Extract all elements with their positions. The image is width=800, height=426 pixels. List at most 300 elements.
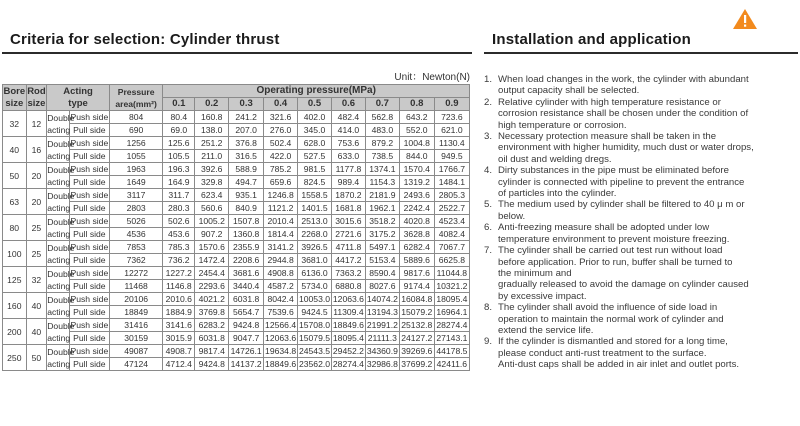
thrust-value-cell: 1154.3 [365,176,399,189]
bore-size-cell: 50 [3,163,27,189]
table-row [3,124,470,137]
thrust-value-cell: 453.6 [163,228,195,241]
thrust-value-cell: 879.2 [365,137,399,150]
thrust-value-cell: 164.9 [163,176,195,189]
thrust-value-cell: 1681.8 [331,202,365,215]
thrust-value-cell: 3141.6 [163,319,195,332]
thrust-value-cell: 18849.6 [265,359,297,369]
thrust-value-cell: 4711.8 [331,241,365,254]
thrust-value-cell: 482.4 [331,111,365,124]
thrust-value-cell: 69.0 [163,124,195,137]
thrust-value-cell: 2268.0 [298,228,332,241]
thrust-value-cell: 13194.3 [366,307,398,317]
thrust-value-cell: 3015.6 [331,215,365,228]
thrust-value-cell: 2454.4 [195,267,229,280]
thrust-value-cell: 6136.0 [298,267,332,280]
pressure-area-cell: 12272 [109,267,162,280]
thrust-value-cell: 6880.8 [331,280,365,293]
thrust-value-cell: 2355.9 [229,241,264,254]
table-row [3,189,470,202]
bore-size-cell: 250 [3,345,27,371]
thrust-value-cell: 9817.4 [195,345,229,358]
thrust-value-cell: 32986.8 [366,359,398,369]
table-row [3,111,470,124]
list-item-number: 2. [484,96,493,108]
table-row [3,241,470,254]
thrust-value-cell: 935.1 [229,189,264,202]
thrust-value-cell: 4908.8 [264,267,298,280]
thrust-value-cell: 723.6 [434,111,469,124]
thrust-value-cell: 321.6 [264,111,298,124]
thrust-value-cell: 1246.8 [264,189,298,202]
pressure-area-cell: 5026 [109,215,162,228]
thrust-value-cell: 18095.4 [434,293,469,306]
rod-size-header: Rod size [27,85,46,109]
pull-side-label: Pull side [69,280,109,293]
thrust-value-cell: 3681.0 [298,254,332,267]
pressure-col-header: 0.8 [399,98,434,111]
list-item-number: 1. [484,74,493,85]
push-side-label: Push side [70,294,109,304]
thrust-value-cell: 80.4 [163,111,195,124]
thrust-value-cell: 588.9 [229,163,264,176]
thrust-value-cell: 844.0 [399,150,434,163]
thrust-value-cell: 4523.4 [434,215,469,228]
thrust-value-cell: 3926.5 [298,241,332,254]
acting-type-cell: Double acting [47,216,75,239]
pressure-area-cell: 1963 [109,163,162,176]
thrust-value-cell: 633.0 [331,150,365,163]
thrust-value-cell: 28274.4 [434,319,469,332]
bore-size-cell: 80 [3,215,27,241]
thrust-value-cell: 402.0 [298,111,332,124]
thrust-value-cell: 276.0 [264,124,298,137]
list-item-text: Relative cylinder with high temperature resistance or corrosion resistance shall be chosen under the condition of high temperature or corrosion. [498,96,749,131]
thrust-value-cell: 15708.0 [298,320,331,330]
pressure-area-cell: 2803 [109,202,162,215]
thrust-value-cell: 28274.4 [332,359,364,369]
thrust-value-cell: 1177.8 [331,163,365,176]
pull-side-label: Pull side [69,332,109,345]
pull-side-label: Pull side [69,150,109,163]
list-item [484,199,798,222]
thrust-value-cell: 1319.2 [399,176,434,189]
thrust-value-cell: 3141.2 [264,241,298,254]
list-item-text: Dirty substances in the pipe must be eliminated before cylinder is connected with pipeline to prevent the entrance of particles into the cylinder. [498,165,745,200]
pressure-area-cell: 4536 [109,228,162,241]
thrust-value-cell: 11044.8 [434,267,469,280]
thrust-value-cell: 44178.5 [434,345,469,358]
thrust-value-cell: 311.7 [163,189,195,202]
title-divider [2,52,472,54]
list-item [484,245,798,302]
thrust-table [2,84,470,371]
pressure-col-header: 0.7 [365,98,399,111]
pressure-area-cell: 3117 [109,189,162,202]
bore-size-cell: 100 [3,241,27,267]
bore-size-cell: 160 [3,293,27,319]
thrust-value-cell: 414.0 [331,124,365,137]
thrust-value-cell: 785.2 [264,163,298,176]
thrust-value-cell: 241.2 [229,111,264,124]
thrust-value-cell: 9424.5 [298,306,332,319]
thrust-value-cell: 39269.6 [401,346,433,356]
push-side-label: Push side [70,112,109,122]
warning-icon [732,8,758,30]
bore-size-cell: 32 [3,111,27,137]
thrust-value-cell: 2513.0 [298,215,332,228]
list-item-number: 9. [484,336,493,348]
bore-size-cell: 200 [3,319,27,345]
thrust-value-cell: 2944.8 [264,254,298,267]
pressure-area-cell: 7853 [109,241,162,254]
thrust-value-cell: 907.2 [195,228,229,241]
thrust-value-cell: 19634.8 [265,346,297,356]
push-side-label: Push side [70,164,109,174]
thrust-value-cell: 207.0 [229,124,264,137]
thrust-value-cell: 7363.2 [331,267,365,280]
thrust-value-cell: 1558.5 [298,189,332,202]
thrust-value-cell: 1507.8 [229,215,264,228]
thrust-value-cell: 981.5 [298,163,332,176]
thrust-value-cell: 12566.4 [265,320,297,330]
thrust-value-cell: 42411.6 [434,358,469,371]
thrust-value-cell: 27143.1 [434,332,469,345]
thrust-value-cell: 16084.8 [401,294,433,304]
header-row-1 [3,85,470,98]
list-item [484,302,798,336]
thrust-value-cell: 1962.1 [365,202,399,215]
thrust-value-cell: 7067.7 [434,241,469,254]
pressure-area-cell: 31416 [109,319,162,332]
thrust-value-cell: 1005.2 [195,215,229,228]
acting-type-cell: Double acting [47,164,75,187]
list-item [484,131,798,165]
rod-size-cell: 40 [26,319,47,345]
rod-size-cell: 50 [26,345,47,371]
thrust-value-cell: 1146.8 [163,280,195,293]
bore-size-cell: 125 [3,267,27,293]
bore-size-cell: 40 [3,137,27,163]
thrust-value-cell: 502.4 [264,137,298,150]
list-item [484,97,798,131]
acting-type-cell: Double acting [47,138,75,161]
thrust-value-cell: 6031.8 [195,332,229,345]
list-item-number: 4. [484,165,493,177]
thrust-value-cell: 621.0 [434,124,469,137]
thrust-value-cell: 9424.8 [195,358,229,371]
list-item-text: The cylinder shall be carried out test run without load before application. Prior to run, buffer shall be turned to the minimum and gradually released to avoid the damage on cylinder caused by excessive impact. [498,245,749,302]
pressure-col-header: 0.2 [195,98,229,111]
push-side-label: Push side [70,242,109,252]
pressure-area-cell: 7362 [109,254,162,267]
pull-side-label: Pull side [69,228,109,241]
title-divider [484,52,798,54]
thrust-value-cell: 483.0 [365,124,399,137]
thrust-value-cell: 18849.6 [332,320,364,330]
thrust-value-cell: 4417.2 [331,254,365,267]
thrust-value-cell: 7539.6 [264,306,298,319]
thrust-value-cell: 34360.9 [366,346,398,356]
thrust-value-cell: 10053.0 [298,294,331,304]
pressure-col-header: 0.1 [163,98,195,111]
list-item-text: Anti-freezing measure shall be adopted under low temperature environment to prevent moisture freezing. [498,222,730,245]
table-row [3,150,470,163]
thrust-value-cell: 196.3 [163,163,195,176]
pressure-col-header: 0.9 [434,98,469,111]
pull-side-label: Pull side [69,254,109,267]
thrust-value-cell: 21111.3 [365,332,399,345]
table-row [3,306,470,319]
pressure-area-cell: 20106 [109,293,162,306]
pressure-area-cell: 1649 [109,176,162,189]
pressure-col-header: 0.4 [264,98,298,111]
rod-size-cell: 20 [26,163,47,189]
thrust-value-cell: 422.0 [264,150,298,163]
push-side-label: Push side [70,190,109,200]
thrust-value-cell: 4020.8 [399,215,434,228]
thrust-value-cell: 11309.4 [333,307,364,317]
acting-type-cell: Double acting [47,346,75,369]
pull-side-label: Pull side [69,358,109,371]
thrust-value-cell: 4587.2 [264,280,298,293]
pull-side-label: Pull side [69,202,109,215]
operating-pressure-header: Operating pressure(MPa) [163,85,470,98]
thrust-value-cell: 8042.4 [264,293,298,306]
push-side-label: Push side [70,346,109,356]
thrust-value-cell: 6031.8 [229,293,264,306]
thrust-value-cell: 211.0 [195,150,229,163]
thrust-value-cell: 16964.1 [434,306,469,319]
thrust-value-cell: 9047.7 [229,332,264,345]
thrust-section-title: Criteria for selection: Cylinder thrust [10,31,280,48]
rod-size-cell: 40 [26,293,47,319]
pull-side-label: Pull side [69,176,109,189]
pressure-area-cell: 1055 [109,150,162,163]
thrust-value-cell: 251.2 [195,137,229,150]
thrust-value-cell: 562.8 [365,111,399,124]
thrust-value-cell: 1121.2 [264,202,298,215]
thrust-value-cell: 2242.4 [399,202,434,215]
pressure-area-cell: 30159 [109,332,162,345]
push-side-label: Push side [70,320,109,330]
thrust-value-cell: 840.9 [229,202,264,215]
thrust-value-cell: 2010.6 [163,293,195,306]
thrust-value-cell: 2208.6 [229,254,264,267]
thrust-value-cell: 3628.8 [399,228,434,241]
thrust-value-cell: 160.8 [195,111,229,124]
thrust-value-cell: 316.5 [229,150,264,163]
thrust-value-cell: 14137.2 [230,359,262,369]
thrust-value-cell: 2805.3 [434,189,469,202]
thrust-value-cell: 2522.7 [434,202,469,215]
thrust-value-cell: 37699.2 [401,359,433,369]
list-item-number: 6. [484,222,493,234]
thrust-value-cell: 9817.6 [399,267,434,280]
list-item-number: 5. [484,199,493,211]
thrust-value-cell: 105.5 [163,150,195,163]
thrust-value-cell: 18095.4 [332,333,364,343]
thrust-value-cell: 4082.4 [434,228,469,241]
rod-size-cell: 25 [26,241,47,267]
table-row [3,358,470,371]
thrust-value-cell: 1360.8 [229,228,264,241]
thrust-value-cell: 24543.5 [298,346,331,356]
thrust-value-cell: 6283.2 [195,319,229,332]
thrust-value-cell: 1004.8 [399,137,434,150]
list-item [484,336,798,359]
thrust-value-cell: 3681.6 [229,267,264,280]
thrust-value-cell: 2493.6 [399,189,434,202]
table-row [3,345,470,358]
acting-type-cell: Double acting [47,112,75,135]
thrust-value-cell: 25132.8 [401,320,433,330]
acting-type-cell: Double acting [47,268,75,291]
thrust-value-cell: 552.0 [399,124,434,137]
table-row [3,280,470,293]
thrust-value-cell: 2721.6 [331,228,365,241]
thrust-value-cell: 1227.2 [163,267,195,280]
rod-size-cell: 12 [26,111,47,137]
thrust-value-cell: 15079.2 [401,307,433,317]
thrust-value-cell: 23562.0 [298,359,331,369]
thrust-value-cell: 3769.8 [195,306,229,319]
thrust-value-cell: 1870.2 [331,189,365,202]
thrust-value-cell: 1484.1 [434,176,469,189]
thrust-value-cell: 502.6 [163,215,195,228]
acting-type-cell: Double acting [47,294,75,317]
pressure-area-cell: 1256 [109,137,162,150]
thrust-value-cell: 1401.5 [298,202,332,215]
thrust-value-cell: 138.0 [195,124,229,137]
installation-tail-note: Anti-dust caps shall be added in air inlet and outlet ports. [498,359,740,371]
table-row [3,293,470,306]
bore-size-header: Bore size [3,85,26,109]
thrust-value-cell: 4908.7 [163,345,195,358]
thrust-value-cell: 4021.2 [195,293,229,306]
table-row [3,202,470,215]
pressure-col-header: 0.3 [229,98,264,111]
list-item-text: If the cylinder is dismantled and stored for a long time, please conduct anti-rust treatment to the surface. [498,336,728,359]
thrust-value-cell: 1472.4 [195,254,229,267]
installation-list [484,74,798,359]
thrust-value-cell: 623.4 [195,189,229,202]
pressure-area-cell: 18849 [109,306,162,319]
thrust-value-cell: 21991.2 [366,320,398,330]
thrust-value-cell: 949.5 [434,150,469,163]
list-item-text: The cylinder shall avoid the influence of side load in operation to maintain the normal work of cylinder and extend the service life. [498,302,724,336]
rod-size-cell: 20 [26,189,47,215]
table-row [3,267,470,280]
thrust-value-cell: 4712.4 [163,358,195,371]
table-row [3,137,470,150]
pressure-col-header: 0.5 [298,98,332,111]
push-side-label: Push side [70,268,109,278]
thrust-value-cell: 12063.6 [332,294,364,304]
thrust-value-cell: 3175.2 [365,228,399,241]
rod-size-cell: 25 [26,215,47,241]
thrust-value-cell: 989.4 [331,176,365,189]
thrust-value-cell: 1766.7 [434,163,469,176]
table-row [3,332,470,345]
pull-side-label: Pull side [69,124,109,137]
thrust-value-cell: 736.2 [163,254,195,267]
thrust-value-cell: 1130.4 [434,137,469,150]
acting-type-header: Acting type [47,85,110,111]
table-row [3,176,470,189]
rod-size-cell: 32 [26,267,47,293]
thrust-section [2,0,472,371]
thrust-value-cell: 5654.7 [229,306,264,319]
thrust-value-cell: 10321.2 [434,280,469,293]
thrust-value-cell: 494.7 [229,176,264,189]
thrust-value-cell: 15079.5 [298,333,331,343]
thrust-value-cell: 9174.4 [399,280,434,293]
unit-label: Unit：Newton(N) [394,72,470,83]
thrust-value-cell: 628.0 [298,137,332,150]
list-item-number: 3. [484,131,493,143]
thrust-value-cell: 560.6 [195,202,229,215]
thrust-value-cell: 125.6 [163,137,195,150]
list-item-number: 7. [484,245,493,257]
push-side-label: Push side [70,216,109,226]
pressure-area-cell: 11468 [109,280,162,293]
thrust-value-cell: 6625.8 [434,254,469,267]
table-row [3,215,470,228]
table-row [3,254,470,267]
thrust-value-cell: 3440.4 [229,280,264,293]
list-item [484,222,798,245]
thrust-value-cell: 1570.6 [195,241,229,254]
thrust-value-cell: 3518.2 [365,215,399,228]
list-item [484,74,798,97]
pressure-area-cell: 49087 [109,345,162,358]
thrust-value-cell: 1374.1 [365,163,399,176]
thrust-value-cell: 1884.9 [163,306,195,319]
thrust-value-cell: 1814.4 [264,228,298,241]
table-row [3,163,470,176]
thrust-value-cell: 3015.9 [163,332,195,345]
thrust-value-cell: 9424.8 [229,319,264,332]
thrust-value-cell: 6282.4 [399,241,434,254]
thrust-value-cell: 785.3 [163,241,195,254]
list-item [484,165,798,199]
table-row [3,228,470,241]
list-item-number: 8. [484,302,493,314]
thrust-value-cell: 14726.1 [230,346,262,356]
acting-type-cell: Double acting [47,190,75,213]
list-item-text: Necessary protection measure shall be taken in the environment with higher humidity, much dust or water drops, oil dust and welding dregs. [498,131,754,165]
push-side-label: Push side [70,138,109,148]
thrust-value-cell: 345.0 [298,124,332,137]
table-row [3,319,470,332]
rod-size-cell: 16 [26,137,47,163]
thrust-value-cell: 5153.4 [365,254,399,267]
list-item-text: The medium used by cylinder shall be filtered to 40 μ m or below. [498,199,745,222]
thrust-table-body [3,111,470,371]
thrust-value-cell: 2010.4 [264,215,298,228]
installation-section-title: Installation and application [492,31,691,48]
thrust-value-cell: 643.2 [399,111,434,124]
pull-side-label: Pull side [69,306,109,319]
thrust-value-cell: 659.6 [264,176,298,189]
installation-section [484,0,798,371]
thrust-value-cell: 376.8 [229,137,264,150]
thrust-value-cell: 5889.6 [399,254,434,267]
thrust-value-cell: 5497.1 [365,241,399,254]
acting-type-cell: Double acting [47,320,75,343]
pressure-area-cell: 690 [109,124,162,137]
